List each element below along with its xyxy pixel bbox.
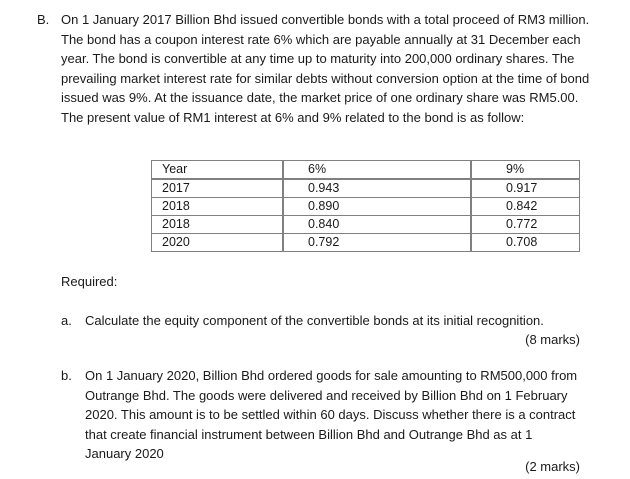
table-row <box>152 179 580 198</box>
table-row <box>152 198 580 216</box>
cell-year: 2017 <box>152 179 284 198</box>
cell-year: 2018 <box>152 198 284 216</box>
cell-year: 2020 <box>152 234 284 252</box>
part-a-letter: a. <box>61 313 72 328</box>
part-b-text: On 1 January 2020, Billion Bhd ordered goods for sale amounting to RM500,000 from Outrange Bhd. The goods were delivered and received by Billion Bhd on 1 February 2020. This amount is to be settled within 60 days. Discuss whether there is a contract that create financial instrument between Billion Bhd and Outrange Bhd as at 1 January 2020 <box>85 368 578 461</box>
header-rate-9: 9% <box>471 161 580 180</box>
part-a <box>61 311 581 331</box>
part-b <box>61 366 581 464</box>
cell-pv-6: 0.890 <box>283 198 471 216</box>
header-rate-6: 6% <box>283 161 471 180</box>
cell-year: 2018 <box>152 216 284 234</box>
question-intro: On 1 January 2017 Billion Bhd issued convertible bonds with a total proceed of RM3 million. The bond has a coupon interest rate 6% which are payable annually at 31 December each year. The bond is convertible at any time up to maturity into 200,000 ordinary shares. The prevailing market interest rate for similar debts without conversion option at the time of bond issued was 9%. At the issuance date, the market price of one ordinary share was RM5.00. The present value of RM1 interest at 6% and 9% related to the bond is as follow: <box>61 12 590 125</box>
table-header-row <box>152 161 580 180</box>
cell-pv-6: 0.840 <box>283 216 471 234</box>
cell-pv-9: 0.842 <box>471 198 580 216</box>
question-label: B. <box>37 12 50 27</box>
table-row <box>152 216 580 234</box>
table-row <box>152 234 580 252</box>
part-b-letter: b. <box>61 368 72 383</box>
part-b-marks: (2 marks) <box>525 459 580 474</box>
required-heading: Required: <box>61 274 118 289</box>
cell-pv-9: 0.772 <box>471 216 580 234</box>
cell-pv-9: 0.708 <box>471 234 580 252</box>
part-a-text: Calculate the equity component of the convertible bonds at its initial recognition. <box>85 313 544 328</box>
cell-pv-6: 0.792 <box>283 234 471 252</box>
cell-pv-9: 0.917 <box>471 179 580 198</box>
header-year: Year <box>152 161 284 180</box>
cell-pv-6: 0.943 <box>283 179 471 198</box>
present-value-table <box>151 160 580 252</box>
part-a-marks: (8 marks) <box>525 332 580 347</box>
